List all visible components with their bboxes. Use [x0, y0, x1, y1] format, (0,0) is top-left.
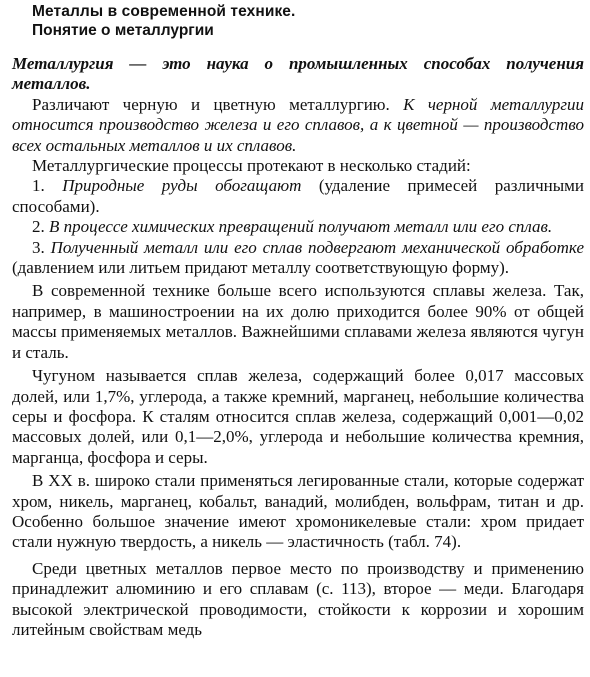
paragraph-iron-alloys: В современной технике больше всего используются сплавы железа. Так, например, в машиностроении на их долю приходится более 90% от общей массы применяемых металлов. Важнейшими сплавами железа являются чугун и сталь. — [12, 281, 584, 362]
stage-number: 2. — [32, 217, 49, 237]
paragraph-nonferrous-metals: Среди цветных металлов первое место по производству и применению принадлежит алюминию и его сплавам (с. 113), второе — меди. Благодаря высокой электрической проводимости, стойкости к коррозии и хорошим литейным свойствам медь — [12, 558, 584, 639]
paragraph-stages-intro: Металлургические процессы протекают в несколько стадий: — [32, 156, 471, 176]
paragraph-text: Различают черную и цветную металлургию. — [32, 94, 404, 114]
paragraph-alloyed-steels: В XX в. широко стали применяться легированные стали, которые содержат хром, никель, марганец, кобальт, ванадий, молибден, вольфрам, титан и др. Особенно большое значение имеют хромоникелевые стали: хром придает стали нужную твердость, а никель — эластичность (табл. 74). — [12, 471, 584, 552]
document-page — [12, 2, 584, 640]
stage-number: 3. — [32, 237, 51, 257]
stage-1 — [12, 176, 584, 217]
paragraph-emphasis: К черной металлургии относится производство железа и его сплавов, а к цветной — производство всех остальных металлов и их сплавов. — [12, 94, 584, 155]
paragraph-metallurgy-types — [12, 95, 584, 156]
section-title: Металлы в современной технике. — [32, 3, 296, 20]
stage-emphasis: Природные руды обогащают — [62, 176, 302, 196]
stage-3 — [12, 238, 584, 279]
stage-emphasis: В процессе химических превращений получают металл или его сплав. — [49, 217, 553, 237]
stage-2 — [12, 217, 584, 237]
paragraph-cast-iron-steel: Чугуном называется сплав железа, содержащий более 0,017 массовых долей, или 1,7%, углерода, а также кремний, марганец, небольшие количества серы и фосфора. К сталям относится сплав железа, содержащий 0,001—0,02 массовых долей, или 0,1—2,0%, углерода и небольшие количества кремния, марганца, фосфора и серы. — [12, 366, 584, 467]
definition-paragraph: Металлургия — это наука о промышленных способах получения металлов. — [12, 54, 584, 94]
stage-emphasis: Полученный металл или его сплав подвергают механической обработке — [50, 237, 584, 257]
stage-text: (удаление примесей различными способами). — [12, 176, 584, 216]
stage-text: (давлением или литьем придают металлу соответствующую форму). — [12, 258, 510, 278]
stage-number: 1. — [32, 176, 63, 196]
section-subtitle: Понятие о металлургии — [32, 22, 214, 39]
